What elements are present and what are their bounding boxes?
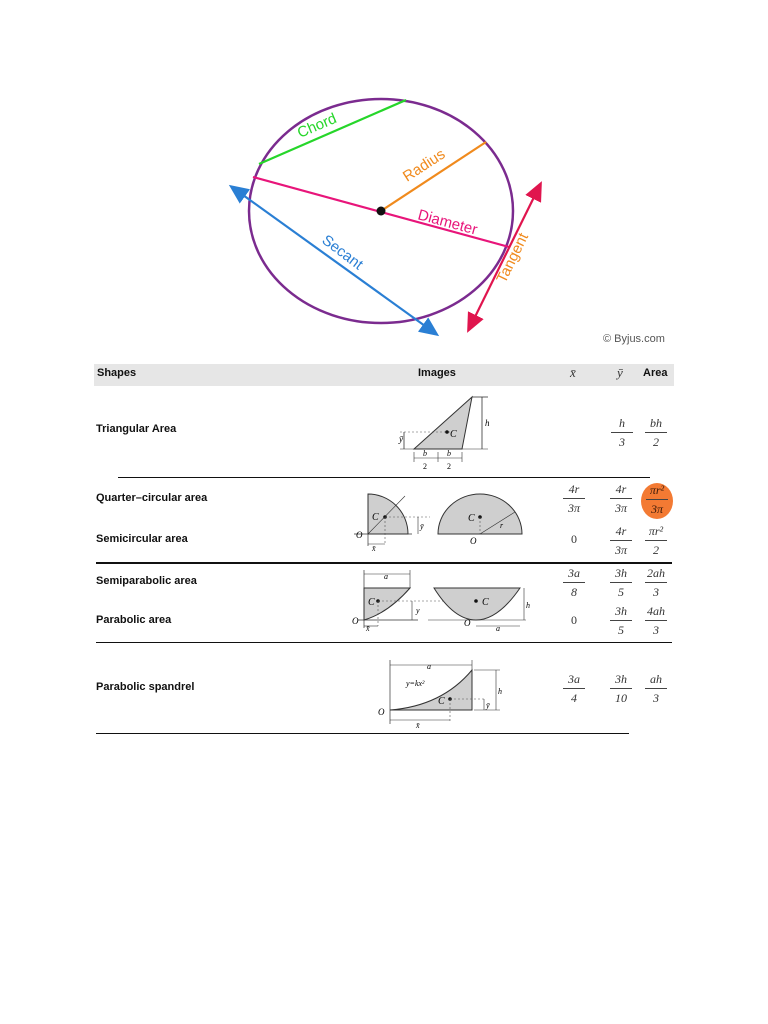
- triangle-figure: [392, 392, 500, 474]
- fraction-numerator: 3a: [568, 566, 580, 580]
- triangle-b-label-2: b: [447, 449, 451, 458]
- spandrel-figure: [372, 658, 512, 730]
- fraction-denominator: 3π: [567, 501, 580, 515]
- fraction-denominator: 5: [618, 585, 624, 599]
- fraction-numerator: 3a: [568, 672, 580, 686]
- parabolic-c-label: C: [482, 597, 489, 608]
- semiparabolic-area-fraction: [642, 566, 670, 599]
- credit-text: © Byjus.com: [603, 333, 665, 345]
- parabolic-o-label: O: [464, 618, 471, 628]
- triangle-two-label-2: 2: [447, 462, 451, 471]
- triangle-h-label: h: [485, 418, 490, 428]
- parabolic-areas-figure: [348, 568, 538, 632]
- fraction-denominator: 10: [615, 691, 627, 705]
- semicircle-o-label: O: [470, 536, 477, 546]
- fraction-numerator: 4r: [615, 482, 627, 496]
- quarter-ybar-fraction: [607, 482, 635, 515]
- semiparabolic-xbar-fraction: [560, 566, 588, 599]
- semiparabolic-xbar-label: x̄: [366, 624, 370, 632]
- fraction-denominator: 3π: [614, 543, 627, 557]
- spandrel-xbar-label: x̄: [416, 721, 420, 730]
- shape-name-triangular: Triangular Area: [96, 423, 177, 435]
- fraction-numerator: 4ah: [647, 604, 665, 618]
- semicircular-area-fraction: [642, 524, 670, 557]
- circle-parts-diagram: [0, 0, 768, 355]
- fraction-numerator: ah: [650, 672, 662, 686]
- triangle-c-label: C: [450, 429, 457, 440]
- quarter-ybar-label: ȳ: [420, 522, 424, 531]
- header-shapes: Shapes: [97, 367, 137, 379]
- radius-label: Radius: [399, 145, 449, 186]
- semicircle-r-label: r: [500, 521, 504, 530]
- header-xbar: x̄: [570, 365, 576, 380]
- spandrel-xbar-fraction: [560, 672, 588, 705]
- quarter-o-label: O: [356, 530, 363, 540]
- fraction-denominator: 5: [618, 623, 624, 637]
- spandrel-ybar-label: ȳ: [486, 701, 490, 710]
- chord-label: Chord: [294, 110, 340, 142]
- triangle-ybar-label: ȳ: [399, 434, 403, 444]
- quarter-c-label: C: [372, 512, 379, 523]
- fraction-numerator: 3h: [615, 672, 627, 686]
- semiparabolic-y-label: y: [416, 606, 420, 615]
- semiparabolic-ybar-fraction: [607, 566, 635, 599]
- fraction-denominator: 4: [571, 691, 577, 705]
- diameter-label: Diameter: [415, 206, 480, 239]
- fraction-denominator: 3: [653, 691, 659, 705]
- header-images: Images: [418, 367, 456, 379]
- secant-line: [236, 190, 432, 331]
- quarter-area-fraction: [643, 483, 671, 516]
- row-divider: [96, 642, 672, 643]
- semiparabolic-a-label: a: [384, 572, 388, 581]
- fraction-denominator: 3π: [614, 501, 627, 515]
- header-area: Area: [643, 367, 668, 379]
- circular-areas-figure: [340, 486, 530, 552]
- fraction-numerator: πr²: [648, 524, 664, 538]
- parabolic-ybar-fraction: [607, 604, 635, 637]
- shape-name-semicircular: Semicircular area: [96, 533, 188, 545]
- shape-name-semiparabolic: Semiparabolic area: [96, 575, 197, 587]
- semiparabolic-o-label: O: [352, 616, 359, 626]
- fraction-numerator: 4r: [615, 524, 627, 538]
- fraction-numerator: 2ah: [647, 566, 665, 580]
- semicircle-c-label: C: [468, 513, 475, 524]
- fraction-denominator: 3π: [650, 502, 663, 516]
- parabolic-h-label: h: [526, 601, 530, 610]
- semicircular-xbar-value: 0: [571, 532, 577, 546]
- spandrel-o-label: O: [378, 707, 385, 717]
- shape-name-quarter-circular: Quarter–circular area: [96, 492, 208, 504]
- semiparabolic-c-label: C: [368, 597, 375, 608]
- center-point: [377, 207, 386, 216]
- triangle-b-label-1: b: [423, 449, 427, 458]
- spandrel-a-label: a: [427, 662, 431, 671]
- spandrel-c-label: C: [438, 696, 445, 707]
- fraction-numerator: 4r: [568, 482, 580, 496]
- triangle-two-label-1: 2: [423, 462, 427, 471]
- fraction-denominator: 8: [571, 585, 577, 599]
- fraction-numerator: bh: [650, 416, 662, 430]
- shape-name-parabolic: Parabolic area: [96, 614, 172, 626]
- secant-label: Secant: [318, 231, 367, 274]
- triangular-area-fraction: [642, 416, 670, 449]
- triangular-ybar-fraction: [608, 416, 636, 449]
- fraction-denominator: 2: [653, 435, 659, 449]
- table-header-band: [94, 364, 674, 386]
- quarter-xbar-label: x̄: [372, 544, 376, 552]
- spandrel-h-label: h: [498, 687, 502, 696]
- parabolic-xbar-value: 0: [571, 613, 577, 627]
- spandrel-ybar-fraction: [607, 672, 635, 705]
- spandrel-equation-label: y=kx²: [406, 679, 425, 688]
- fraction-numerator: 3h: [615, 566, 627, 580]
- parabolic-a-label: a: [496, 624, 500, 632]
- fraction-denominator: 3: [619, 435, 625, 449]
- fraction-numerator: h: [619, 416, 625, 430]
- fraction-denominator: 3: [653, 585, 659, 599]
- header-ybar: ȳ: [617, 365, 623, 380]
- fraction-numerator: 3h: [615, 604, 627, 618]
- row-divider: [96, 733, 629, 734]
- fraction-denominator: 2: [653, 543, 659, 557]
- chord-line: [259, 100, 406, 164]
- shape-name-parabolic-spandrel: Parabolic spandrel: [96, 681, 195, 693]
- semicircular-ybar-fraction: [607, 524, 635, 557]
- tangent-label: Tangent: [493, 230, 533, 286]
- row-divider: [96, 562, 672, 564]
- fraction-numerator: πr²: [649, 483, 665, 497]
- row-divider: [118, 477, 650, 478]
- fraction-denominator: 3: [653, 623, 659, 637]
- quarter-xbar-fraction: [560, 482, 588, 515]
- parabolic-area-fraction: [642, 604, 670, 637]
- spandrel-area-fraction: [642, 672, 670, 705]
